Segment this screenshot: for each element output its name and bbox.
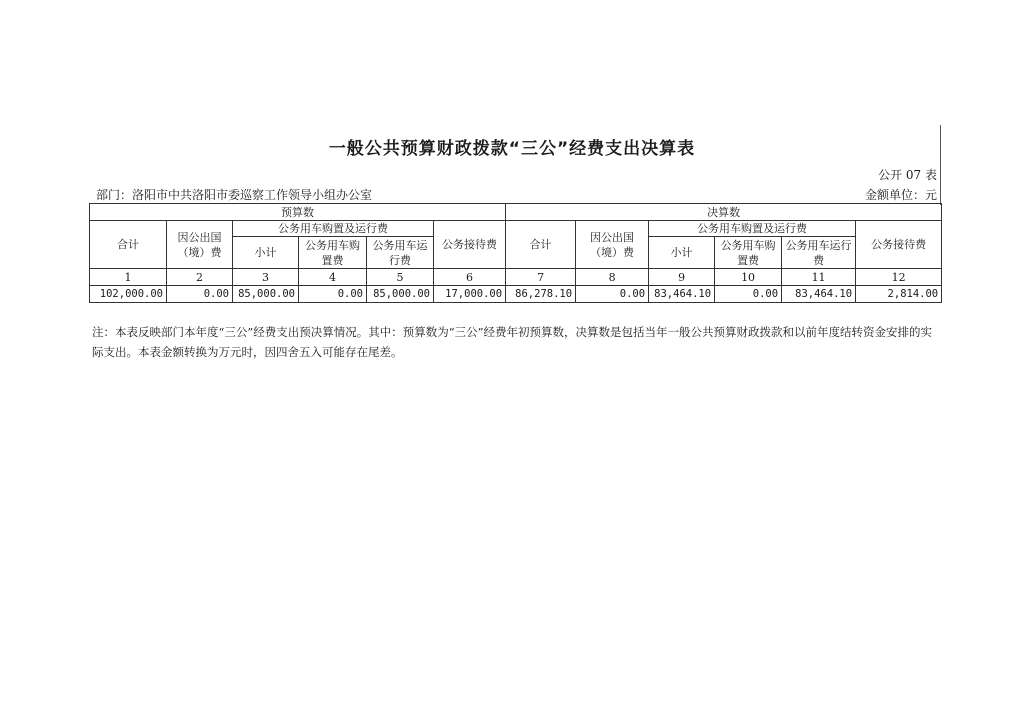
final-reception-value: 2,814.00 (856, 286, 942, 303)
column-number: 1 (90, 269, 167, 286)
header-budget-reception: 公务接待费 (434, 221, 506, 269)
final-total-value: 86,278.10 (506, 286, 576, 303)
header-budget-abroad: 因公出国（境）费 (167, 221, 233, 269)
form-number: 公开 07 表 (878, 168, 937, 182)
column-number: 9 (649, 269, 715, 286)
column-number-row (90, 269, 942, 286)
column-number: 8 (576, 269, 649, 286)
header-final-total: 合计 (506, 221, 576, 269)
amount-unit-label: 金额单位：元 (864, 188, 937, 202)
column-number: 6 (434, 269, 506, 286)
final-vehicle-subtotal-value: 83,464.10 (649, 286, 715, 303)
header-final-reception: 公务接待费 (856, 221, 942, 269)
header-final-vehicle-group: 公务用车购置及运行费 (649, 221, 856, 237)
budget-abroad-value: 0.00 (167, 286, 233, 303)
header-budget-vehicle-purchase: 公务用车购置费 (299, 237, 367, 269)
column-number: 11 (782, 269, 856, 286)
header-budget-vehicle-group: 公务用车购置及运行费 (233, 221, 434, 237)
column-number: 4 (299, 269, 367, 286)
header-row-groups (90, 204, 942, 221)
header-final-abroad: 因公出国（境）费 (576, 221, 649, 269)
final-vehicle-run-value: 83,464.10 (782, 286, 856, 303)
final-abroad-value: 0.00 (576, 286, 649, 303)
final-vehicle-purchase-value: 0.00 (715, 286, 782, 303)
header-budget-vehicle-run: 公务用车运行费 (367, 237, 434, 269)
column-number: 12 (856, 269, 942, 286)
header-final: 决算数 (506, 204, 942, 221)
header-budget: 预算数 (90, 204, 506, 221)
header-final-vehicle-purchase: 公务用车购置费 (715, 237, 782, 269)
budget-total-value: 102,000.00 (90, 286, 167, 303)
budget-reception-value: 17,000.00 (434, 286, 506, 303)
column-number: 5 (367, 269, 434, 286)
column-number: 10 (715, 269, 782, 286)
budget-vehicle-purchase-value: 0.00 (299, 286, 367, 303)
header-budget-subtotal: 小计 (233, 237, 299, 269)
header-final-vehicle-run: 公务用车运行费 (782, 237, 856, 269)
expenditure-table (89, 203, 942, 303)
department-label: 部门：洛阳市中共洛阳市委巡察工作领导小组办公室 (96, 188, 373, 202)
footnote: 注：本表反映部门本年度“三公”经费支出预决算情况。其中：预算数为“三公”经费年初预算数，决算数是包括当年一般公共预算财政拨款和以前年度结转资金安排的实际支出。本表金额转换为万元时，因四舍五入可能存在尾差。 (92, 325, 933, 359)
column-number: 7 (506, 269, 576, 286)
header-budget-total: 合计 (90, 221, 167, 269)
budget-vehicle-subtotal-value: 85,000.00 (233, 286, 299, 303)
page-title: 一般公共预算财政拨款“三公”经费支出决算表 (328, 139, 696, 159)
column-number: 3 (233, 269, 299, 286)
budget-vehicle-run-value: 85,000.00 (367, 286, 434, 303)
header-row-sub (90, 221, 942, 237)
header-final-subtotal: 小计 (649, 237, 715, 269)
value-row (90, 286, 942, 303)
column-number: 2 (167, 269, 233, 286)
